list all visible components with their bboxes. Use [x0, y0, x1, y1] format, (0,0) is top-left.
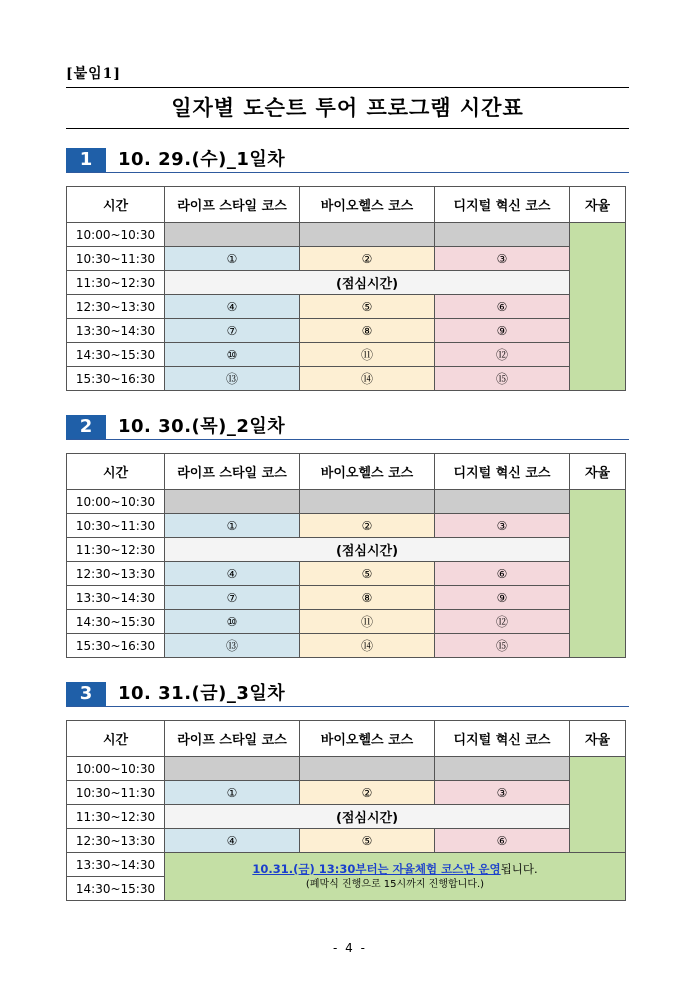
- day3-number-badge: 3: [66, 682, 106, 706]
- page-number: - 4 -: [333, 941, 367, 955]
- time-cell: 10:30~11:30: [67, 514, 165, 538]
- header-lifestyle-course: 라이프 스타일 코스: [165, 187, 300, 223]
- header-time: 시간: [67, 721, 165, 757]
- day2-heading: [66, 415, 629, 440]
- lifestyle-slot: ①: [165, 781, 300, 805]
- digital-slot: ⑥: [435, 295, 570, 319]
- empty-slot: [435, 490, 570, 514]
- table-row: [67, 343, 626, 367]
- header-digital-course: 디지털 혁신 코스: [435, 187, 570, 223]
- table-header-row: [67, 187, 626, 223]
- time-cell: 14:30~15:30: [67, 343, 165, 367]
- time-cell: 12:30~13:30: [67, 295, 165, 319]
- time-cell: 10:30~11:30: [67, 247, 165, 271]
- lifestyle-slot: ⑩: [165, 610, 300, 634]
- day1-number-badge: 1: [66, 148, 106, 172]
- header-digital-course: 디지털 혁신 코스: [435, 454, 570, 490]
- title-top-rule: [66, 87, 629, 88]
- empty-slot: [300, 757, 435, 781]
- digital-slot: ⑥: [435, 562, 570, 586]
- digital-slot: ⑫: [435, 343, 570, 367]
- time-cell: 10:00~10:30: [67, 490, 165, 514]
- time-cell: 12:30~13:30: [67, 562, 165, 586]
- table-row: [67, 247, 626, 271]
- header-lifestyle-course: 라이프 스타일 코스: [165, 454, 300, 490]
- notice-link-text: 10.31.(금) 13:30부터는 자율체험 코스만 운영: [252, 861, 501, 876]
- lifestyle-slot: ④: [165, 829, 300, 853]
- time-cell: 14:30~15:30: [67, 610, 165, 634]
- time-cell: 15:30~16:30: [67, 367, 165, 391]
- table-row: [67, 757, 626, 781]
- time-cell: 15:30~16:30: [67, 634, 165, 658]
- attachment-label: [붙임1]: [66, 66, 122, 82]
- digital-slot: ③: [435, 514, 570, 538]
- header-time: 시간: [67, 454, 165, 490]
- header-biohealth-course: 바이오헬스 코스: [300, 187, 435, 223]
- lunch-cell: (점심시간): [165, 271, 570, 295]
- time-cell: 10:00~10:30: [67, 757, 165, 781]
- lifestyle-slot: ⑬: [165, 367, 300, 391]
- header-digital-course: 디지털 혁신 코스: [435, 721, 570, 757]
- header-biohealth-course: 바이오헬스 코스: [300, 721, 435, 757]
- table-row: [67, 538, 626, 562]
- biohealth-slot: ⑤: [300, 295, 435, 319]
- biohealth-slot: ⑤: [300, 562, 435, 586]
- digital-slot: ⑥: [435, 829, 570, 853]
- biohealth-slot: ⑤: [300, 829, 435, 853]
- empty-slot: [165, 757, 300, 781]
- biohealth-slot: ⑭: [300, 634, 435, 658]
- table-row: [67, 514, 626, 538]
- empty-slot: [300, 490, 435, 514]
- lunch-cell: (점심시간): [165, 538, 570, 562]
- lifestyle-slot: ⑦: [165, 586, 300, 610]
- table-row: [67, 853, 626, 877]
- time-cell: 14:30~15:30: [67, 877, 165, 901]
- title-bottom-rule: [66, 128, 629, 129]
- table-row: [67, 319, 626, 343]
- time-cell: 11:30~12:30: [67, 538, 165, 562]
- free-course-block: [570, 757, 626, 853]
- digital-slot: ③: [435, 781, 570, 805]
- table-row: [67, 223, 626, 247]
- header-lifestyle-course: 라이프 스타일 코스: [165, 721, 300, 757]
- lifestyle-slot: ⑩: [165, 343, 300, 367]
- day3-title: 10. 31.(금)_3일차: [118, 683, 286, 704]
- biohealth-slot: ②: [300, 247, 435, 271]
- empty-slot: [300, 223, 435, 247]
- biohealth-slot: ⑪: [300, 610, 435, 634]
- lifestyle-slot: ④: [165, 295, 300, 319]
- table-header-row: [67, 454, 626, 490]
- table-row: [67, 610, 626, 634]
- biohealth-slot: ②: [300, 781, 435, 805]
- table-row: [67, 367, 626, 391]
- header-biohealth-course: 바이오헬스 코스: [300, 454, 435, 490]
- biohealth-slot: ⑧: [300, 319, 435, 343]
- table-row: [67, 490, 626, 514]
- lifestyle-slot: ①: [165, 247, 300, 271]
- biohealth-slot: ⑭: [300, 367, 435, 391]
- time-cell: 13:30~14:30: [67, 586, 165, 610]
- table-row: [67, 271, 626, 295]
- time-cell: 10:00~10:30: [67, 223, 165, 247]
- day1-schedule-table: [66, 186, 626, 391]
- digital-slot: ⑮: [435, 367, 570, 391]
- table-row: [67, 295, 626, 319]
- time-cell: 10:30~11:30: [67, 781, 165, 805]
- lunch-cell: (점심시간): [165, 805, 570, 829]
- lifestyle-slot: ⑦: [165, 319, 300, 343]
- time-cell: 11:30~12:30: [67, 271, 165, 295]
- document-title: 일자별 도슨트 투어 프로그램 시간표: [171, 96, 524, 120]
- time-cell: 13:30~14:30: [67, 853, 165, 877]
- table-row: [67, 781, 626, 805]
- table-row: [67, 829, 626, 853]
- free-course-block: [570, 490, 626, 658]
- digital-slot: ⑮: [435, 634, 570, 658]
- lifestyle-slot: ④: [165, 562, 300, 586]
- table-row: [67, 805, 626, 829]
- digital-slot: ③: [435, 247, 570, 271]
- empty-slot: [435, 757, 570, 781]
- notice-subtext: (폐막식 진행으로 15시까지 진행합니다.): [305, 878, 485, 890]
- empty-slot: [165, 490, 300, 514]
- notice-tail-text: 됩니다.: [500, 861, 538, 876]
- time-cell: 11:30~12:30: [67, 805, 165, 829]
- empty-slot: [435, 223, 570, 247]
- day1-title: 10. 29.(수)_1일차: [118, 149, 286, 170]
- free-only-notice: [165, 853, 626, 901]
- day2-number-badge: 2: [66, 415, 106, 439]
- table-row: [67, 562, 626, 586]
- day2-schedule-table: [66, 453, 626, 658]
- biohealth-slot: ⑪: [300, 343, 435, 367]
- biohealth-slot: ⑧: [300, 586, 435, 610]
- header-time: 시간: [67, 187, 165, 223]
- day3-heading: [66, 682, 629, 707]
- empty-slot: [165, 223, 300, 247]
- day3-schedule-table: [66, 720, 626, 901]
- biohealth-slot: ②: [300, 514, 435, 538]
- time-cell: 13:30~14:30: [67, 319, 165, 343]
- header-free-course: 자율: [570, 454, 626, 490]
- header-free-course: 자율: [570, 187, 626, 223]
- table-header-row: [67, 721, 626, 757]
- day2-title: 10. 30.(목)_2일차: [118, 416, 286, 437]
- header-free-course: 자율: [570, 721, 626, 757]
- digital-slot: ⑨: [435, 319, 570, 343]
- day1-heading: [66, 148, 629, 173]
- digital-slot: ⑨: [435, 586, 570, 610]
- table-row: [67, 634, 626, 658]
- free-course-block: [570, 223, 626, 391]
- table-row: [67, 586, 626, 610]
- time-cell: 12:30~13:30: [67, 829, 165, 853]
- lifestyle-slot: ①: [165, 514, 300, 538]
- digital-slot: ⑫: [435, 610, 570, 634]
- lifestyle-slot: ⑬: [165, 634, 300, 658]
